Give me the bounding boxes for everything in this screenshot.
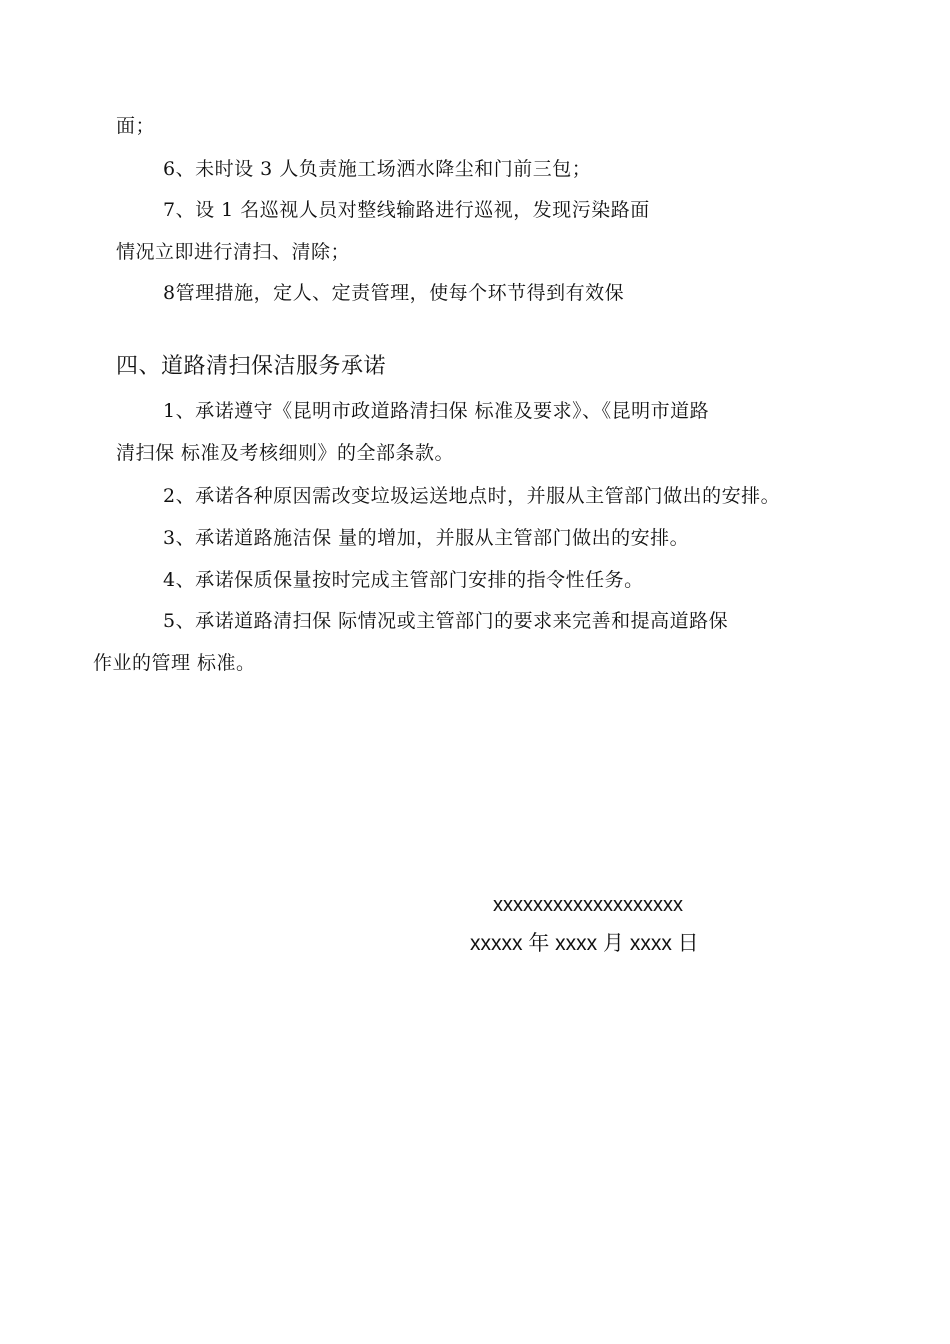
section-heading: 四、道路清扫保洁服务承诺 (116, 354, 387, 379)
paragraph-line: 4、承诺保质保量按时完成主管部门安排的指令性任务。 (163, 569, 644, 591)
paragraph-line: 作业的管理 标准。 (93, 652, 256, 674)
paragraph-line: 情况立即进行清扫、清除； (116, 241, 351, 263)
signature-name: xxxxxxxxxxxxxxxxxxx (493, 894, 683, 916)
paragraph-line: 6、未时设 3 人负责施工场洒水降尘和门前三包； (163, 158, 592, 180)
paragraph-line: 面； (116, 115, 156, 137)
paragraph-line: 清扫保 标准及考核细则》的全部条款。 (116, 442, 455, 464)
paragraph-line: 2、承诺各种原因需改变垃圾运送地点时，并服从主管部门做出的安排。 (163, 485, 781, 507)
paragraph-line: 3、承诺道路施洁保 量的增加，并服从主管部门做出的安排。 (163, 527, 690, 549)
paragraph-line: 7、设 1 名巡视人员对整线输路进行巡视，发现污染路面 (163, 199, 650, 221)
paragraph-line: 5、承诺道路清扫保 际情况或主管部门的要求来完善和提高道路保 (163, 610, 729, 632)
paragraph-line: 8管理措施，定人、定责管理，使每个环节得到有效保 (163, 282, 625, 304)
paragraph-line: 1、承诺遵守《昆明市政道路清扫保 标准及要求》、《昆明市道路 (163, 400, 710, 422)
signature-date: xxxxx 年 xxxx 月 xxxx 日 (470, 932, 699, 955)
